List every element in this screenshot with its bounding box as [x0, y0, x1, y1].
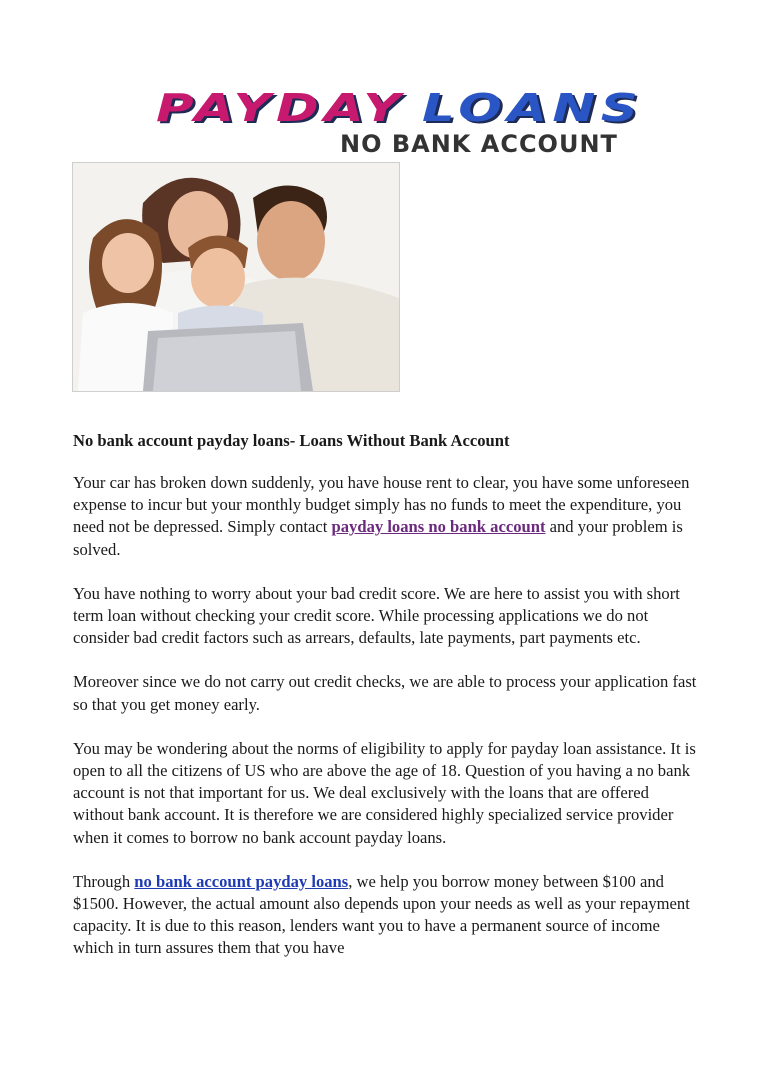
payday-loans-no-bank-account-link[interactable]: payday loans no bank account	[331, 517, 546, 537]
logo-subtitle: NO BANK ACCOUNT	[340, 130, 618, 158]
paragraph-1-text-after: and your problem is solved.	[73, 517, 683, 559]
no-bank-account-payday-loans-link[interactable]: no bank account payday loans	[134, 871, 349, 891]
paragraph-3: Moreover since we do not carry out credit checks, we are able to process your application fast so that you get money early.	[73, 672, 697, 714]
family-laptop-photo	[72, 162, 400, 392]
paragraph-1-text-before: Your car has broken down suddenly, you have house rent to clear, you have some unforeseen expense to incur but your monthly budget simply has no funds to meet the expenditure, you need not be depressed. Simply contact	[73, 473, 690, 537]
logo	[150, 78, 644, 168]
paragraph-4: You may be wondering about the norms of eligibility to apply for payday loan assistance. It is open to all the citizens of US who are above the age of 18. Question of you having a no bank account is not that important for us. We deal exclusively with the loans that are offered without bank account. It is therefore we are considered highly specialized service provider when it comes to borrow no bank account payday loans.	[73, 738, 696, 847]
article-title: No bank account payday loans- Loans Without Bank Account	[73, 431, 510, 450]
family-illustration	[73, 163, 399, 391]
paragraph-5	[73, 871, 698, 960]
article	[73, 430, 698, 982]
logo-word-payday: PAYDAY	[156, 86, 406, 130]
paragraph-1	[73, 472, 698, 561]
paragraph-2: You have nothing to worry about your bad credit score. We are here to assist you with short term loan without checking your credit score. While processing applications we do not consider bad credit factors such as arrears, defaults, late payments, part payments etc.	[73, 583, 680, 648]
logo-word-loans: LOANS	[422, 86, 644, 130]
paragraph-5-text-before: Through	[73, 871, 135, 891]
paragraph-5-text-after: , we help you borrow money between $100 and $1500. However, the actual amount also depends upon your needs as well as your repayment capacity. It is due to this reason, lenders want you to have a permanent source of income which in turn assures them that you have	[73, 871, 690, 958]
